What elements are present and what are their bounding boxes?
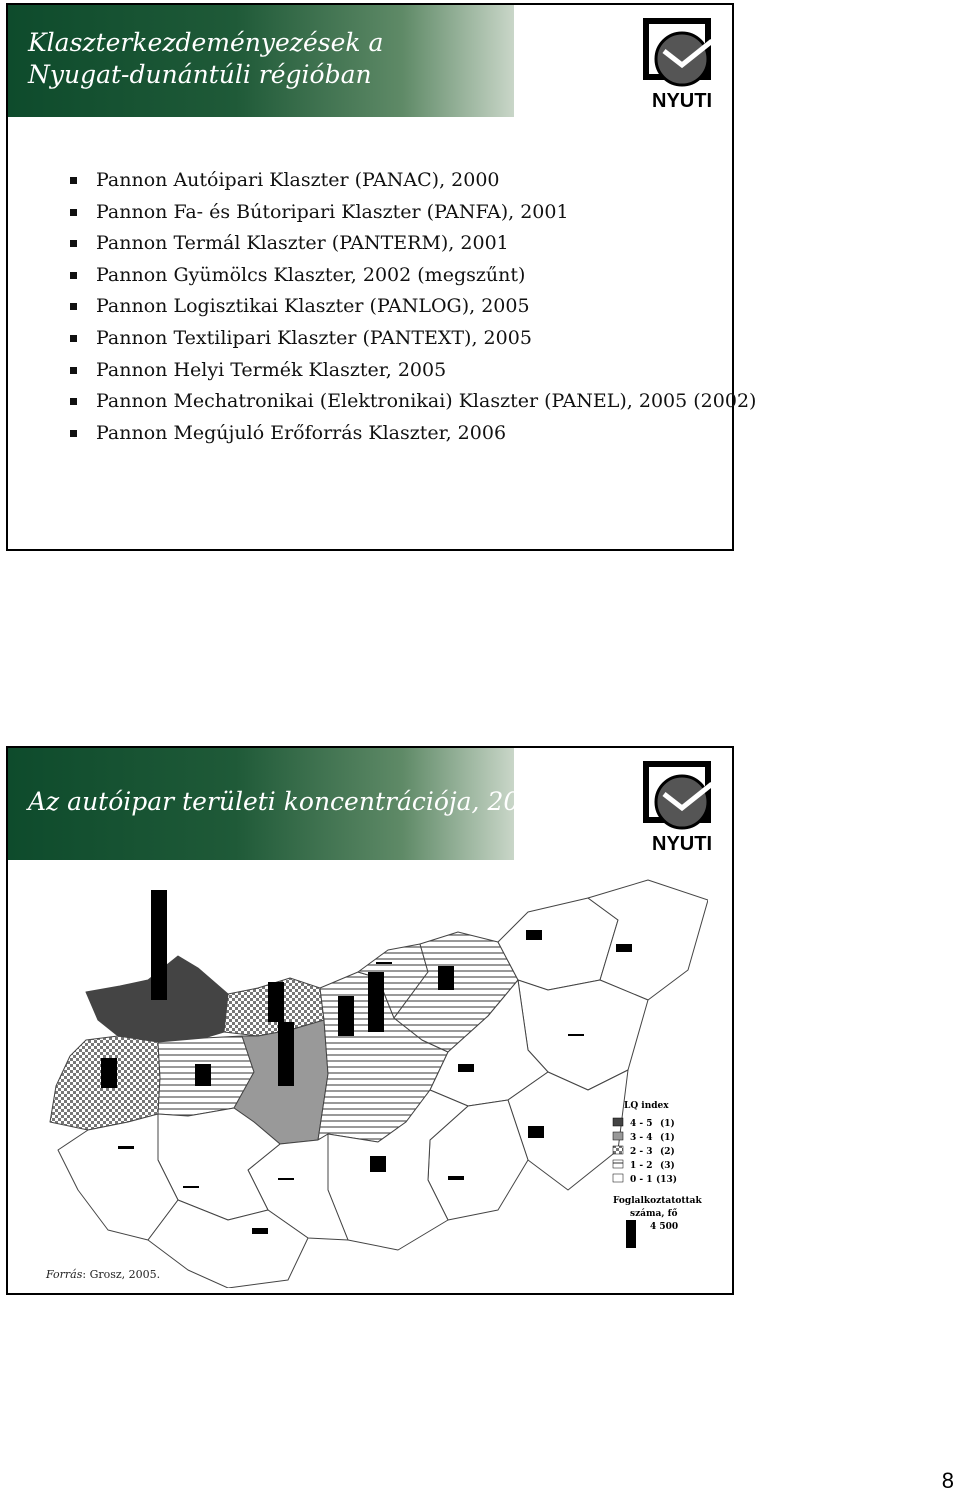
employment-bar bbox=[118, 1146, 134, 1149]
list-item: Pannon Autóipari Klaszter (PANAC), 2000 bbox=[68, 165, 756, 197]
legend-employment-label-2: száma, fő bbox=[630, 1209, 678, 1219]
county-bekes bbox=[508, 1070, 628, 1190]
employment-bar bbox=[458, 1064, 474, 1072]
list-item: Pannon Fa- és Bútoripari Klaszter (PANFA), 2001 bbox=[68, 197, 756, 229]
legend-employment-value: 4 500 bbox=[650, 1222, 679, 1232]
list-item: Pannon Gyümölcs Klaszter, 2002 (megszűnt) bbox=[68, 260, 756, 292]
page-number: 8 bbox=[941, 1468, 954, 1493]
employment-bar bbox=[368, 972, 384, 1032]
list-item: Pannon Helyi Termék Klaszter, 2005 bbox=[68, 355, 756, 387]
list-item: Pannon Textilipari Klaszter (PANTEXT), 2005 bbox=[68, 323, 756, 355]
bullet-square-icon bbox=[70, 303, 77, 310]
logo-text: NYUTI bbox=[652, 833, 712, 854]
bullet-square-icon bbox=[70, 209, 77, 216]
source-note bbox=[46, 1268, 160, 1281]
legend-title: LQ index bbox=[624, 1101, 669, 1111]
legend-range: 3 - 4 bbox=[630, 1133, 653, 1143]
legend-count: (1) bbox=[660, 1133, 675, 1143]
employment-bar bbox=[268, 982, 284, 1022]
employment-bar bbox=[278, 1022, 294, 1086]
slide-clusters bbox=[6, 3, 757, 551]
employment-bar bbox=[376, 962, 392, 964]
employment-bar bbox=[252, 1228, 268, 1234]
slide-automotive-map bbox=[6, 746, 734, 1295]
legend-count: (2) bbox=[660, 1147, 675, 1157]
list-item: Pannon Termál Klaszter (PANTERM), 2001 bbox=[68, 228, 756, 260]
list-item: Pannon Megújuló Erőforrás Klaszter, 2006 bbox=[68, 418, 756, 450]
legend-count: (3) bbox=[660, 1161, 675, 1171]
legend-range: 0 - 1 bbox=[630, 1175, 653, 1185]
legend-employment-label-1: Foglalkoztatottak bbox=[613, 1196, 702, 1206]
employment-bar bbox=[526, 930, 542, 940]
employment-bar bbox=[528, 1126, 544, 1138]
list-item: Pannon Mechatronikai (Elektronikai) Klaszter (PANEL), 2005 (2002) bbox=[68, 386, 756, 418]
bullet-square-icon bbox=[70, 272, 77, 279]
slide-title-line-2: Nyugat-dunántúli régióban bbox=[28, 60, 372, 89]
source-label: Forrás bbox=[46, 1268, 83, 1281]
legend-count: (13) bbox=[656, 1175, 678, 1185]
employment-bar bbox=[195, 1064, 211, 1086]
slide-title-line-1: Klaszterkezdeményezések a bbox=[28, 28, 384, 57]
employment-bar bbox=[101, 1058, 117, 1088]
source-text: : Grosz, 2005. bbox=[82, 1268, 161, 1281]
slide-title: Az autóipar területi koncentrációja, 2003 bbox=[28, 787, 552, 816]
bullet-square-icon bbox=[70, 367, 77, 374]
bullet-square-icon bbox=[70, 177, 77, 184]
legend-count: (1) bbox=[660, 1119, 675, 1129]
employment-bar bbox=[151, 890, 167, 1000]
county-borsod bbox=[498, 898, 618, 990]
cluster-list bbox=[68, 165, 756, 449]
hungary-county-map bbox=[28, 860, 708, 1288]
bullet-square-icon bbox=[70, 335, 77, 342]
employment-bar bbox=[370, 1156, 386, 1172]
list-item: Pannon Logisztikai Klaszter (PANLOG), 2005 bbox=[68, 291, 756, 323]
employment-bar bbox=[183, 1186, 199, 1188]
employment-bar bbox=[616, 944, 632, 952]
employment-bar bbox=[448, 1176, 464, 1180]
bullet-square-icon bbox=[70, 430, 77, 437]
employment-bar bbox=[278, 1178, 294, 1180]
nyuti-logo bbox=[642, 758, 722, 854]
slide-title-band bbox=[8, 748, 552, 860]
bullet-square-icon bbox=[70, 240, 77, 247]
employment-bar bbox=[568, 1034, 584, 1036]
employment-bar bbox=[438, 966, 454, 990]
nyuti-logo bbox=[642, 15, 722, 111]
employment-bar bbox=[338, 996, 354, 1036]
slide-title-band bbox=[8, 5, 514, 117]
bullet-square-icon bbox=[70, 398, 77, 405]
logo-text: NYUTI bbox=[652, 90, 712, 111]
legend-range: 4 - 5 bbox=[630, 1119, 653, 1129]
legend-range: 2 - 3 bbox=[630, 1147, 653, 1157]
legend-range: 1 - 2 bbox=[630, 1161, 653, 1171]
map-legend bbox=[613, 1101, 703, 1248]
